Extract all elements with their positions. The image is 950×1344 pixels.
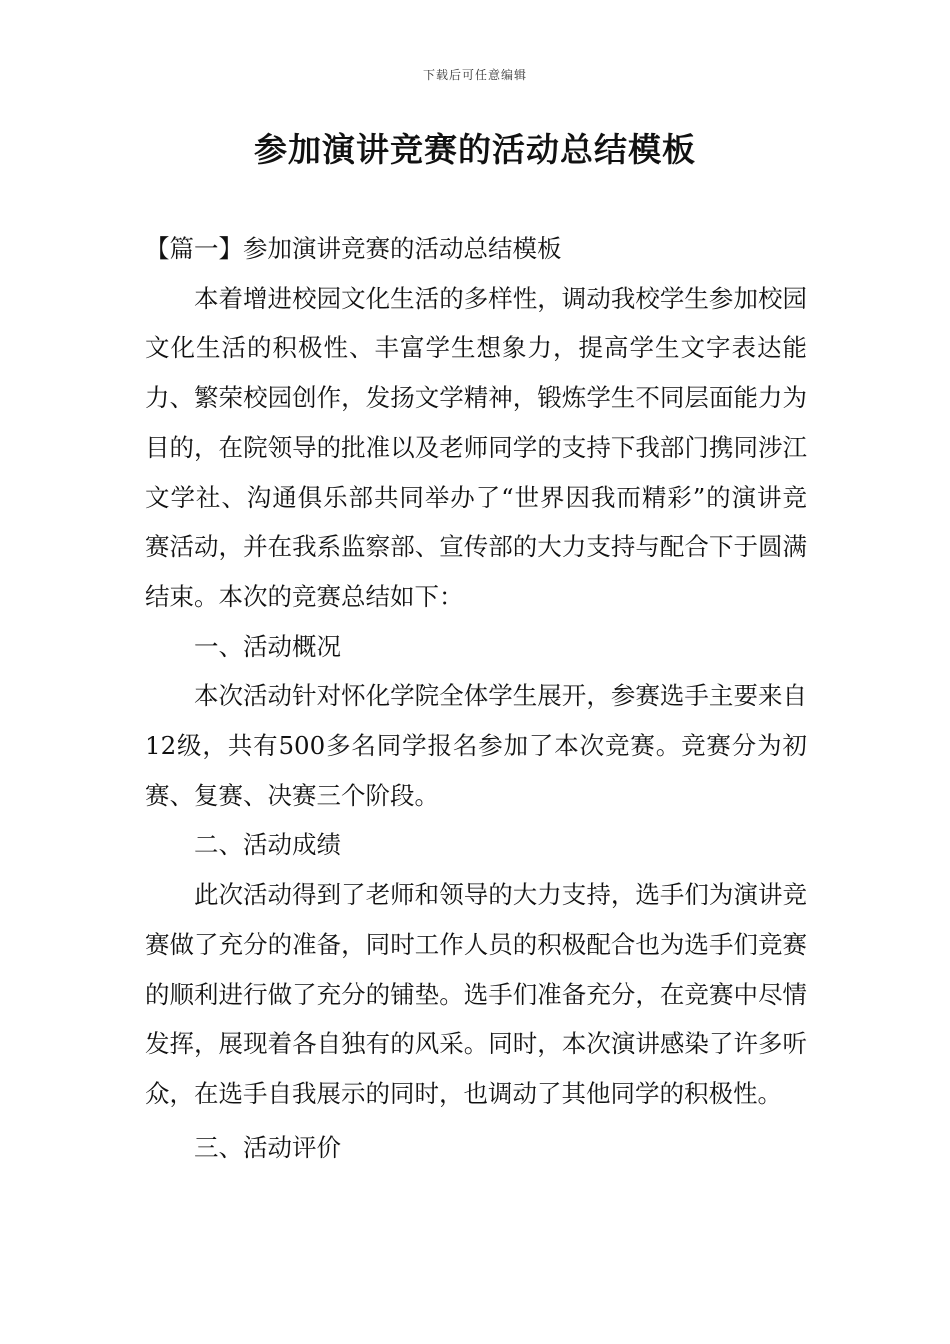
header-note: 下载后可任意编辑 [422, 68, 527, 82]
paragraph-overview: 本次活动针对怀化学院全体学生展开，参赛选手主要来自12级，共有500多名同学报名参加了本次竞赛。竞赛分为初赛、复赛、决赛三个阶段。 [145, 681, 807, 810]
document-body [145, 224, 807, 1172]
heading-overview: 一、活动概况 [194, 631, 341, 661]
heading-evaluation: 三、活动评价 [194, 1132, 341, 1162]
paragraph-intro: 本着增进校园文化生活的多样性，调动我校学生参加校园文化生活的积极性、丰富学生想象力，提高学生文字表达能力、繁荣校园创作，发扬文学精神，锻炼学生不同层面能力为目的，在院领导的批准以及老师同学的支持下我部门携同涉江文学社、沟通俱乐部共同举办了“世界因我而精彩”的演讲竞赛活动，并在我系监察部、宣传部的大力支持与配合下于圆满结束。本次的竞赛总结如下： [145, 283, 807, 611]
paragraph-results: 此次活动得到了老师和领导的大力支持，选手们为演讲竞赛做了充分的准备，同时工作人员的积极配合也为选手们竞赛的顺利进行做了充分的铺垫。选手们准备充分，在竞赛中尽情发挥，展现着各自独有的风采。同时，本次演讲感染了许多听众，在选手自我展示的同时，也调动了其他同学的积极性。 [145, 880, 807, 1108]
section-label: 【篇一】参加演讲竞赛的活动总结模板 [145, 234, 562, 263]
heading-results: 二、活动成绩 [194, 830, 341, 860]
document-title: 参加演讲竞赛的活动总结模板 [254, 130, 696, 169]
